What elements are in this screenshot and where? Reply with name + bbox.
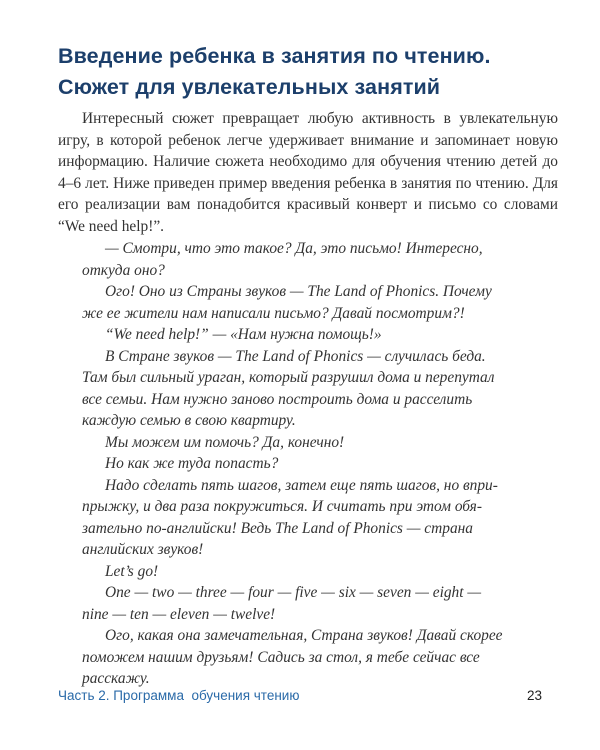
dialogue-line: В Стране звуков — The Land of Phonics — случилась беда. [105, 347, 486, 365]
page-title-line-2: Сюжет для увлекательных занятий [58, 75, 441, 99]
dialogue-line: Ого, какая она замечательная, Страна звуков! Давай скорее [105, 627, 503, 644]
dialogue-line: откуда оно? [82, 261, 165, 279]
dialogue-line: Ого! Оно из Страны звуков — The Land of Phonics. Почему [105, 283, 492, 300]
page-footer [58, 686, 542, 706]
dialogue-line: расскажу. [82, 670, 150, 687]
dialogue-line: Но как же туда попасть? [105, 455, 279, 472]
dialogue-line: же ее жители нам написали письмо? Давай посмотрим?! [82, 304, 465, 322]
dialogue-line: поможем нашим друзьям! Садись за стол, я тебе сейчас все [82, 648, 480, 666]
dialogue-line: Let’s go! [105, 562, 159, 580]
page-title [58, 41, 578, 103]
dialogue-line: каждую семью в свою квартиру. [82, 412, 296, 429]
dialogue-block [82, 238, 562, 690]
dialogue-line: зательно по-английски! Ведь The Land of Phonics — страна [82, 519, 473, 537]
footer-section-title: Часть 2. Программа обучения чтению [58, 688, 300, 703]
dialogue-line: английских звуков! [82, 541, 204, 558]
dialogue-line: Там был сильный ураган, который разрушил дома и перепутал [82, 369, 495, 386]
dialogue-line: nine — ten — eleven — twelve! [82, 605, 276, 623]
dialogue-line: прыжку, и два раза покружиться. И считать при этом обя- [82, 498, 482, 515]
page-title-line-1: Введение ребенка в занятия по чтению. [58, 44, 491, 68]
dialogue-line: — Смотри, что это такое? Да, это письмо! Интересно, [105, 240, 483, 257]
dialogue-line: Надо сделать пять шагов, затем еще пять шагов, но впри- [105, 476, 498, 494]
dialogue-line: все семьи. Нам нужно заново построить дома и расселить [82, 390, 473, 408]
dialogue-line: One — two — three — four — five — six — seven — eight — [105, 584, 482, 601]
dialogue-line: Мы можем им помочь? Да, конечно! [105, 433, 345, 451]
dialogue-line: “We need help!” — «Нам нужна помощь!» [105, 326, 382, 343]
page-number: 23 [526, 688, 542, 703]
intro-paragraph: Интересный сюжет превращает любую активность в увлекательную игру, в которой ребенок легче удерживает внимание и запоминает новую информацию. Наличие сюжета необходимо для обучения чтению детей до 4–6 лет. Ниже приведен пример введения ребенка в занятия по чтению. Для его реализации вам понадобится красивый конверт и письмо со словами “We need help!”. [58, 110, 558, 235]
